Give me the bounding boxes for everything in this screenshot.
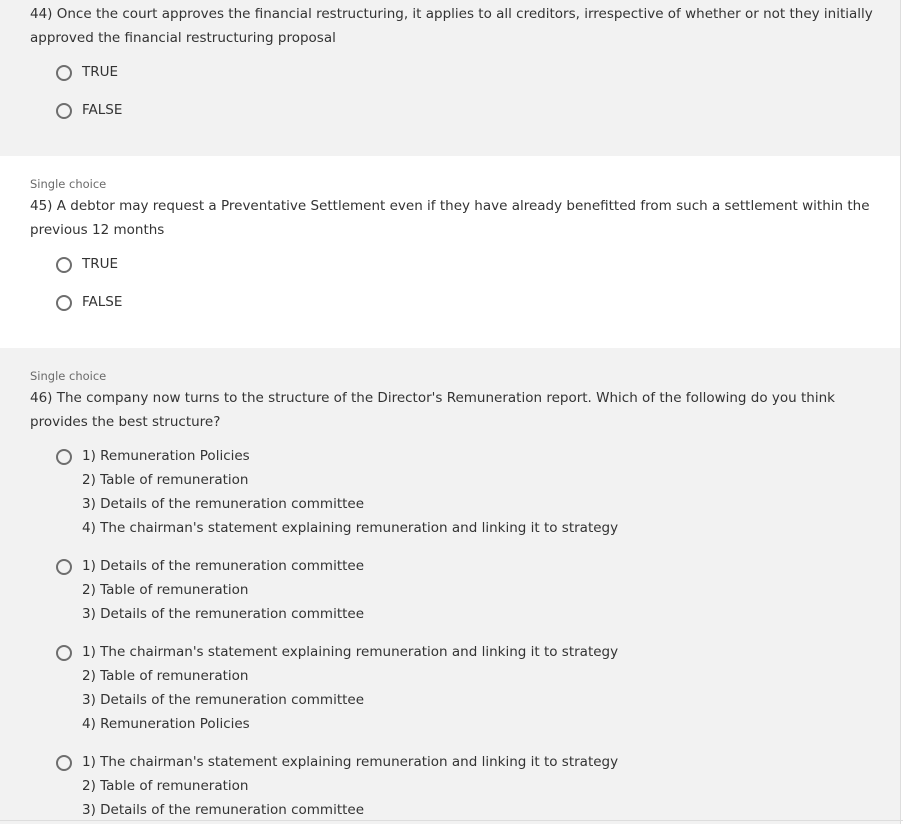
option-line: 1) The chairman's statement explaining remuneration and linking it to strategy xyxy=(82,644,619,660)
option-line: 3) Details of the remuneration committee xyxy=(82,496,365,512)
option-line: 3) Details of the remuneration committee xyxy=(82,802,365,818)
option-3[interactable] xyxy=(56,640,876,736)
option-label: FALSE xyxy=(82,294,123,310)
option-2[interactable] xyxy=(56,554,876,626)
option-line: 2) Table of remuneration xyxy=(82,778,249,794)
question-text: 45) A debtor may request a Preventative Settlement even if they have already benefitted from such a settlement within the previous 12 months xyxy=(30,198,870,238)
option-label: FALSE xyxy=(82,102,123,118)
radio-button[interactable] xyxy=(56,755,72,771)
option-label: TRUE xyxy=(82,256,119,272)
option-line: 1) Remuneration Policies xyxy=(82,448,250,464)
radio-button[interactable] xyxy=(56,559,72,575)
radio-button[interactable] xyxy=(56,295,72,311)
option-label: TRUE xyxy=(82,64,119,80)
option-line: 2) Table of remuneration xyxy=(82,668,249,684)
option-label xyxy=(82,444,618,540)
radio-button[interactable] xyxy=(56,645,72,661)
option-label xyxy=(82,640,618,736)
option-4[interactable] xyxy=(56,750,876,822)
option-line: 3) Details of the remuneration committee xyxy=(82,606,365,622)
radio-button[interactable] xyxy=(56,257,72,273)
option-1[interactable] xyxy=(56,444,876,540)
option-line: 1) The chairman's statement explaining remuneration and linking it to strategy xyxy=(82,754,619,770)
option-label xyxy=(82,554,364,626)
question-46 xyxy=(0,348,901,824)
radio-button[interactable] xyxy=(56,65,72,81)
option-line: 4) Remuneration Policies xyxy=(82,716,250,732)
option-line: 4) The chairman's statement explaining remuneration and linking it to strategy xyxy=(82,520,619,536)
option-line: 2) Table of remuneration xyxy=(82,472,249,488)
radio-button[interactable] xyxy=(56,449,72,465)
option-label xyxy=(82,750,618,822)
question-text: 46) The company now turns to the structure of the Director's Remuneration report. Which of the following do you think provides the best structure? xyxy=(30,390,835,430)
radio-button[interactable] xyxy=(56,103,72,119)
option-line: 1) Details of the remuneration committee xyxy=(82,558,365,574)
question-45 xyxy=(0,156,901,348)
bottom-divider xyxy=(0,820,903,821)
option-line: 3) Details of the remuneration committee xyxy=(82,692,365,708)
question-44 xyxy=(0,0,901,156)
question-text: 44) Once the court approves the financial restructuring, it applies to all creditors, irrespective of whether or not they initially approved the financial restructuring proposal xyxy=(30,6,873,46)
question-type-label: Single choice xyxy=(30,177,107,191)
option-line: 2) Table of remuneration xyxy=(82,582,249,598)
question-type-label: Single choice xyxy=(30,369,107,383)
